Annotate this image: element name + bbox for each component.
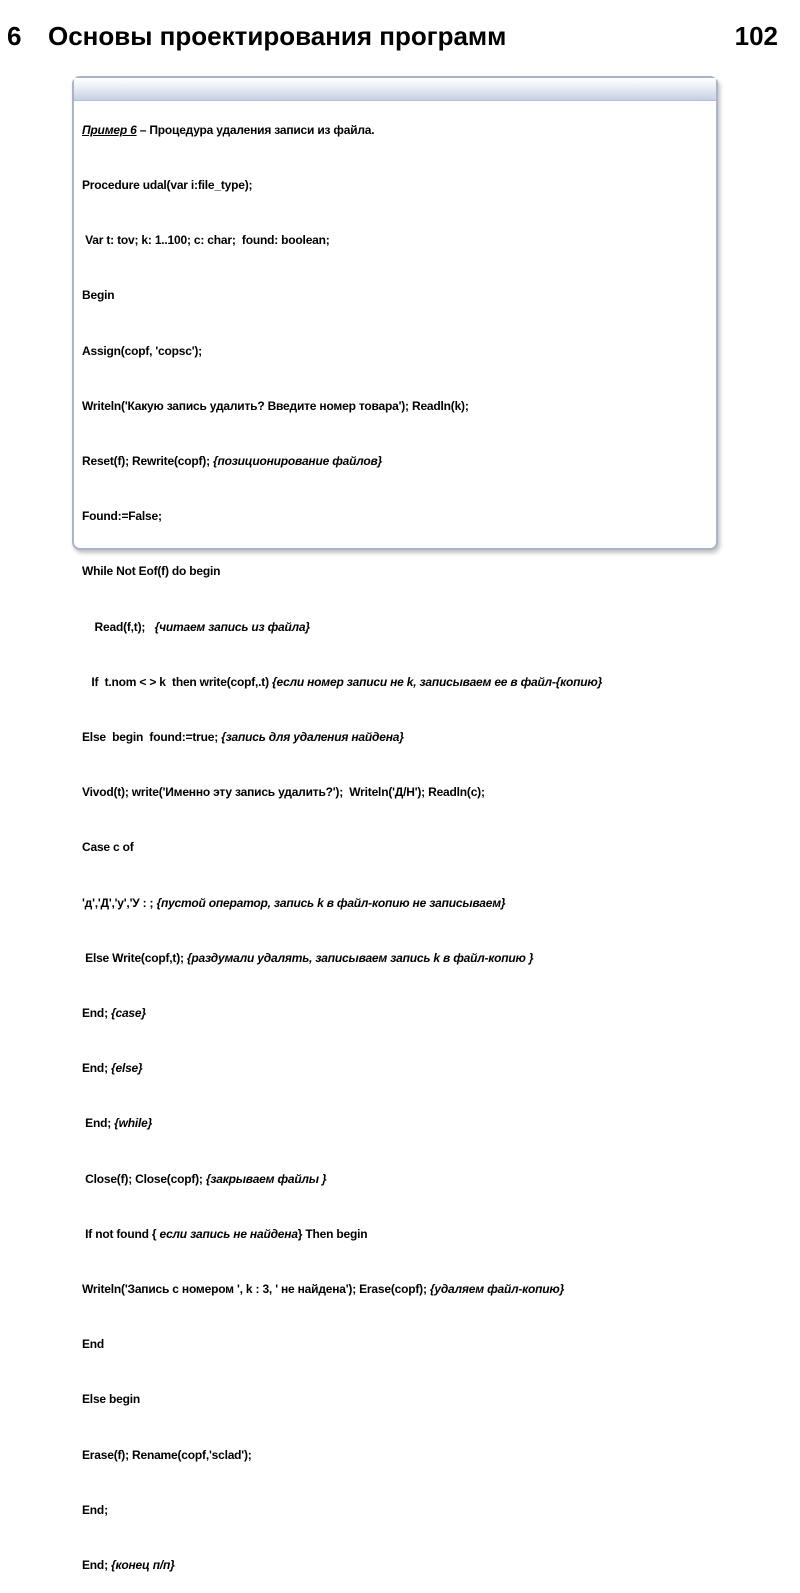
code-line: Reset(f); Rewrite(copf); {позиционирование файлов} [82,454,382,469]
example-title: – Процедура удаления записи из файла. [136,122,375,137]
code-line: Assign(copf, 'copsc'); [82,343,202,358]
code-line: Erase(f); Rename(copf,'sclad'); [82,1447,252,1462]
slide-header [0,0,800,62]
code-comment: {запись для удаления найдена} [221,730,404,745]
code-comment: {удаляем файл-копию} [429,1282,565,1297]
code-line: If not found { если запись не найдена} Then begin [82,1226,368,1241]
code-line: End; {while} [82,1116,153,1131]
code-line: End; {case} [82,1006,146,1021]
code-line: Found:=False; [82,509,162,524]
code-line: End; [82,1502,108,1517]
chapter-title: Основы проектирования программ [48,21,507,51]
code-line: Writeln('Какую запись удалить? Введите номер товара'); Readln(k); [82,398,469,413]
code-line: Case c of [82,840,134,855]
code-line: Procedure udal(var i:file_type); [82,178,253,193]
example-title-line [82,121,762,139]
code-comment: {while} [114,1116,153,1131]
code-listing [82,84,762,1593]
code-line: 'д','Д','у','У : ; {пустой оператор, запись k в файл-копию не записываем} [82,895,506,910]
code-comment: {если номер записи не k, записываем ее в файл-{копию} [272,674,603,689]
code-line: Writeln('Запись с номером ', k : 3, ' не найдена'); Erase(copf); {удаляем файл-копию} [82,1282,565,1297]
code-line: Else Write(copf,t); {раздумали удалять, записываем запись k в файл-копию } [82,950,534,965]
code-line: If t.nom < > k then write(copf,.t) {если номер записи не k, записываем ее в файл-{копию} [82,674,603,689]
code-comment: {читаем запись из файла} [154,619,310,634]
code-comment: {конец п/п} [111,1558,175,1573]
code-comment: {пустой оператор, запись k в файл-копию не записываем} [156,895,506,910]
code-line: Begin [82,288,115,303]
code-line: Var t: tov; k: 1..100; c: char; found: boolean; [82,233,330,248]
code-line: Else begin [82,1392,141,1407]
code-comment: {case} [111,1006,146,1021]
code-line: Read(f,t); {читаем запись из файла} [82,619,310,634]
code-comment: {раздумали удалять, записываем запись k в файл-копию } [186,950,534,965]
page-number: 102 [734,21,778,51]
code-line: End [82,1337,105,1352]
example-label: Пример 6 [82,122,137,137]
code-comment: {закрываем файлы } [205,1171,327,1186]
code-comment: {позиционирование файлов} [213,454,382,469]
code-line: While Not Eof(f) do begin [82,564,221,579]
chapter-number: 6 [7,21,22,51]
code-comment: {else} [111,1061,143,1076]
code-line: Else begin found:=true; {запись для удаления найдена} [82,730,404,745]
code-line: Close(f); Close(copf); {закрываем файлы } [82,1171,327,1186]
code-comment: если запись не найдена [159,1226,298,1241]
code-line: End; {else} [82,1061,143,1076]
code-line: End; {конец п/п} [82,1558,175,1573]
code-line: Vivod(t); write('Именно эту запись удалить?'); Writeln('Д/Н'); Readln(c); [82,785,485,800]
